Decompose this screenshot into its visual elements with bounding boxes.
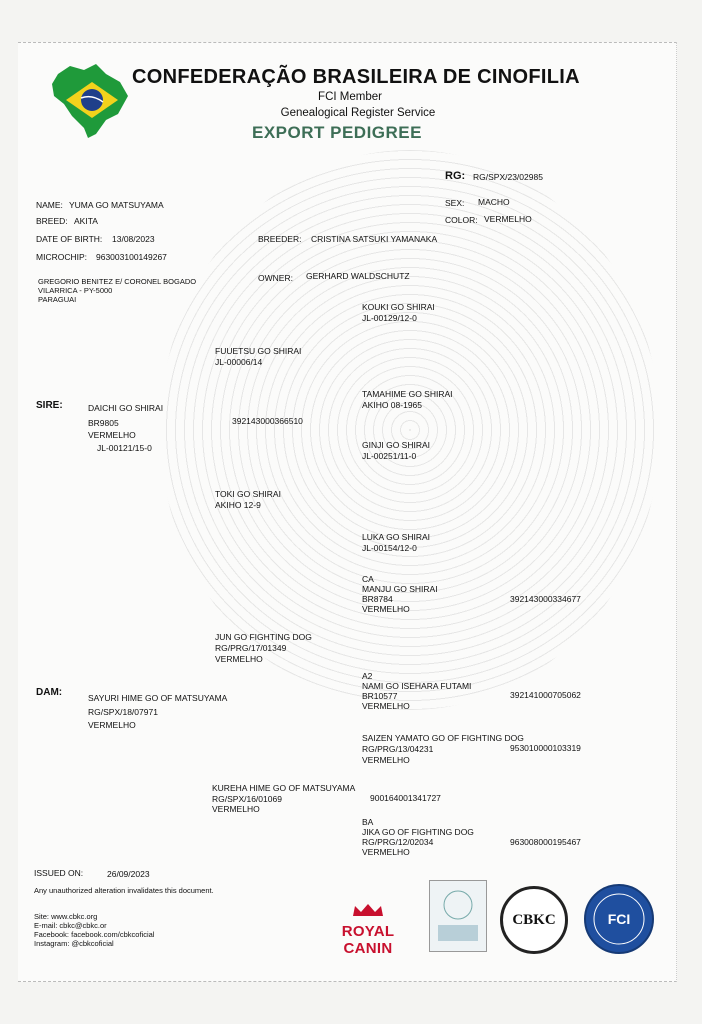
breeder-label: BREEDER: [258,234,302,244]
sire-sire-dam-reg: AKIHO 08-1965 [362,400,423,410]
dam-sire-dam-title: A2 [362,671,373,681]
document-type: EXPORT PEDIGREE [252,123,422,142]
dam-sire-dam-chip: 392141000705062 [510,690,581,700]
service-text: Genealogical Register Service [280,107,436,119]
site-link[interactable]: Site: www.cbkc.org [34,912,98,921]
sire-dam-sire-name: GINJI GO SHIRAI [362,440,431,450]
sire-color: VERMELHO [88,430,136,440]
owner-address-line-1: GREGORIO BENITEZ E/ CORONEL BOGADO [38,277,197,286]
sire-sire-reg: JL-00006/14 [215,357,263,367]
sire-dam-name: TOKI GO SHIRAI [215,489,281,499]
sire-dam-dam-name: LUKA GO SHIRAI [362,532,431,542]
dam-label: DAM: [36,687,63,698]
dob-value: 13/08/2023 [112,234,155,244]
royal-canin-text: ROYAL CANIN [341,923,395,957]
fci-logo [584,884,654,954]
breed-label: BREED: [36,216,68,226]
rg-value: RG/SPX/23/02985 [473,172,543,182]
sire-dam-dam-reg: JL-00154/12-0 [362,543,417,553]
instagram-link[interactable]: Instagram: @cbkcoficial [34,939,114,948]
sex-value: MACHO [478,197,510,207]
sire-reg: BR9805 [88,418,119,428]
color-label: COLOR: [445,215,478,225]
brazil-map-icon [48,60,132,142]
dam-dam-sire-name: SAIZEN YAMATO GO OF FIGHTING DOG [362,733,524,743]
fci-member-text: FCI Member [318,91,382,103]
dam-sire-sire-chip: 392143000334677 [510,594,581,604]
sire-reg2: JL-00121/15-0 [97,443,152,453]
owner-label: OWNER: [258,273,293,283]
color-value: VERMELHO [484,214,532,224]
dam-sire-sire-name: MANJU GO SHIRAI [362,584,438,594]
dam-sire-color: VERMELHO [215,654,263,664]
sire-label: SIRE: [36,400,63,411]
owner-address-line-3: PARAGUAI [38,295,77,304]
dam-dam-sire-color: VERMELHO [362,755,410,765]
rg-label: RG: [445,170,466,182]
sire-sire-sire-name: KOUKI GO SHIRAI [362,302,435,312]
sire-dam-reg: AKIHO 12-9 [215,500,261,510]
dam-reg: RG/SPX/18/07971 [88,707,158,717]
owner-address-line-2: VILARRICA - PY-5000 [38,286,113,295]
fci-logo-text: FCI [607,911,631,927]
name-value: YUMA GO MATSUYAMA [69,200,164,210]
crown-icon [351,902,385,918]
seal-pattern-icon [430,881,486,951]
breed-value: AKITA [74,216,98,226]
dam-sire-reg: RG/PRG/17/01349 [215,643,287,653]
disclaimer: Any unauthorized alteration invalidates this document. [34,886,214,895]
dam-sire-dam-name: NAMI GO ISEHARA FUTAMI [362,681,472,691]
owner-value: GERHARD WALDSCHUTZ [306,271,410,281]
sire-sire-name: FUUETSU GO SHIRAI [215,346,302,356]
dam-sire-dam-color: VERMELHO [362,701,410,711]
microchip-value: 963003100149267 [96,252,167,262]
dam-dam-dam-title: BA [362,817,374,827]
sire-sire-dam-name: TAMAHIME GO SHIRAI [362,389,453,399]
organization-title: CONFEDERAÇÃO BRASILEIRA DE CINOFILIA [132,66,580,88]
dam-sire-name: JUN GO FIGHTING DOG [215,632,312,642]
facebook-link[interactable]: Facebook: facebook.com/cbkcoficial [34,930,155,939]
sex-label: SEX: [445,198,465,208]
dam-sire-sire-title: CA [362,574,374,584]
issued-date: 26/09/2023 [107,869,150,879]
dam-dam-dam-name: JIKA GO OF FIGHTING DOG [362,827,474,837]
dam-dam-dam-reg: RG/PRG/12/02034 [362,837,434,847]
name-label: NAME: [36,200,63,210]
sire-chip: 392143000366510 [232,416,303,426]
cbkc-logo-text: CBKC [512,911,556,928]
email-link[interactable]: E-mail: cbkc@cbkc.or [34,921,107,930]
dob-label: DATE OF BIRTH: [36,234,103,244]
sire-name: DAICHI GO SHIRAI [88,403,164,413]
dam-sire-sire-reg: BR8784 [362,594,393,604]
breeder-value: CRISTINA SATSUKI YAMANAKA [311,234,438,244]
issued-label: ISSUED ON: [34,868,84,878]
microchip-label: MICROCHIP: [36,252,87,262]
dam-dam-chip: 900164001341727 [370,793,441,803]
royal-canin-logo [318,902,418,957]
dam-dam-name: KUREHA HIME GO OF MATSUYAMA [212,783,356,793]
dam-dam-color: VERMELHO [212,804,260,814]
dam-dam-reg: RG/SPX/16/01069 [212,794,282,804]
sire-sire-sire-reg: JL-00129/12-0 [362,313,417,323]
cbkc-logo [500,886,568,954]
dam-sire-dam-reg: BR10577 [362,691,398,701]
dam-dam-sire-chip: 953010000103319 [510,743,581,753]
hologram-seal [429,880,487,952]
dam-color: VERMELHO [88,720,136,730]
dam-dam-sire-reg: RG/PRG/13/04231 [362,744,434,754]
sire-dam-sire-reg: JL-00251/11-0 [362,451,417,461]
dam-dam-dam-color: VERMELHO [362,847,410,857]
dam-name: SAYURI HIME GO OF MATSUYAMA [88,693,228,703]
dam-dam-dam-chip: 963008000195467 [510,837,581,847]
dam-sire-sire-color: VERMELHO [362,604,410,614]
